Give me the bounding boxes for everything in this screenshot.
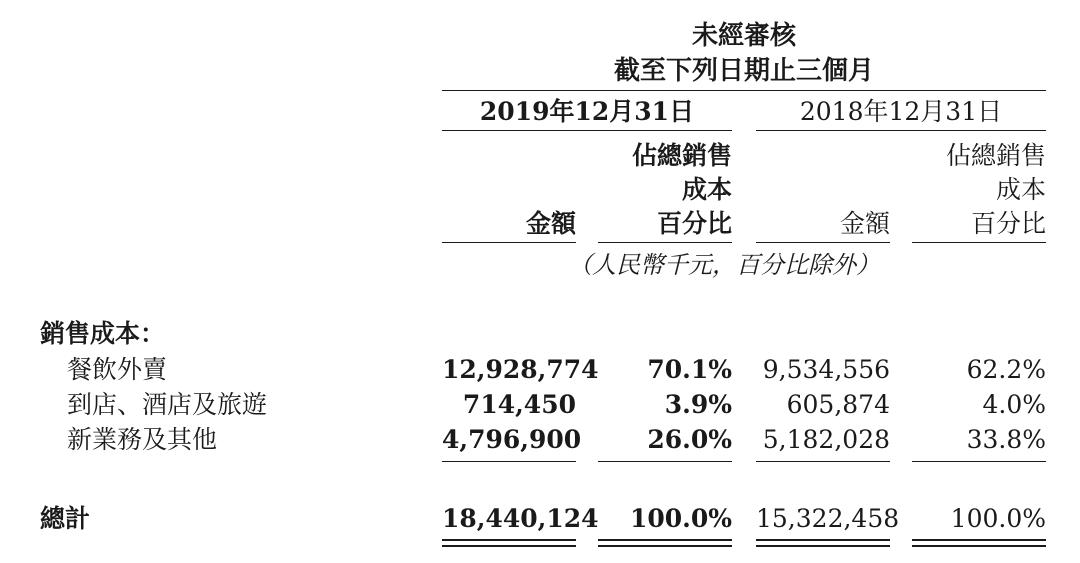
period-2018-rule: [756, 130, 1046, 131]
total-double-rule-1: [442, 539, 576, 547]
period-2019-rule: [442, 130, 732, 131]
amount-2019: 714,450: [462, 390, 576, 419]
row-label: 到店、酒店及旅遊: [67, 390, 268, 419]
total-label: 總計: [40, 504, 91, 533]
amount-2018: 9,534,556: [762, 355, 890, 384]
amount-2018: 5,182,028: [762, 425, 890, 454]
col-pct-2018-line1: 佔總銷售: [945, 141, 1046, 170]
table-title: 未經審核: [691, 21, 796, 51]
percent-2018: 62.2%: [966, 355, 1046, 384]
col-rule-1: [442, 242, 576, 243]
percent-2019: 70.1%: [647, 355, 732, 384]
col-pct-2019-line3: 百分比: [656, 209, 732, 238]
total-double-rule-2: [598, 539, 732, 547]
col-rule-4: [912, 242, 1046, 243]
subtotal-rule-1: [442, 461, 576, 462]
col-pct-2018-line3: 百分比: [970, 209, 1046, 238]
percent-2019: 3.9%: [664, 390, 732, 419]
col-amount-2019: 金額: [525, 209, 576, 238]
amount-2019: 4,796,900: [442, 425, 582, 454]
col-amount-2018: 金額: [839, 209, 890, 238]
subtotal-rule-4: [912, 461, 1046, 462]
row-label: 餐飲外賣: [67, 355, 168, 384]
total-percent-2018: 100.0%: [950, 504, 1046, 533]
subtotal-rule-3: [756, 461, 890, 462]
col-rule-2: [598, 242, 732, 243]
total-amount-2019: 18,440,124: [442, 504, 599, 533]
col-pct-2019-line2: 成本: [681, 175, 732, 204]
col-pct-2018-line2: 成本: [995, 175, 1046, 204]
unit-note: （人民幣千元，百分比除外）: [568, 251, 880, 279]
percent-2018: 4.0%: [982, 390, 1046, 419]
col-pct-2019-line1: 佔總銷售: [631, 141, 732, 170]
total-amount-2018: 15,322,458: [756, 504, 900, 533]
amount-2019: 12,928,774: [442, 355, 599, 384]
total-double-rule-4: [912, 539, 1046, 547]
table-subtitle: 截至下列日期止三個月: [613, 56, 874, 86]
period-2018: 2018年12月31日: [799, 97, 1003, 126]
percent-2018: 33.8%: [966, 425, 1046, 454]
row-label: 新業務及其他: [67, 425, 218, 454]
section-label: 銷售成本：: [40, 319, 166, 348]
amount-2018: 605,874: [786, 390, 890, 419]
col-rule-3: [756, 242, 890, 243]
header-rule: [442, 90, 1046, 91]
total-percent-2019: 100.0%: [629, 504, 732, 533]
period-2019: 2019年12月31日: [479, 97, 695, 126]
subtotal-rule-2: [598, 461, 732, 462]
percent-2019: 26.0%: [647, 425, 732, 454]
total-double-rule-3: [756, 539, 890, 547]
